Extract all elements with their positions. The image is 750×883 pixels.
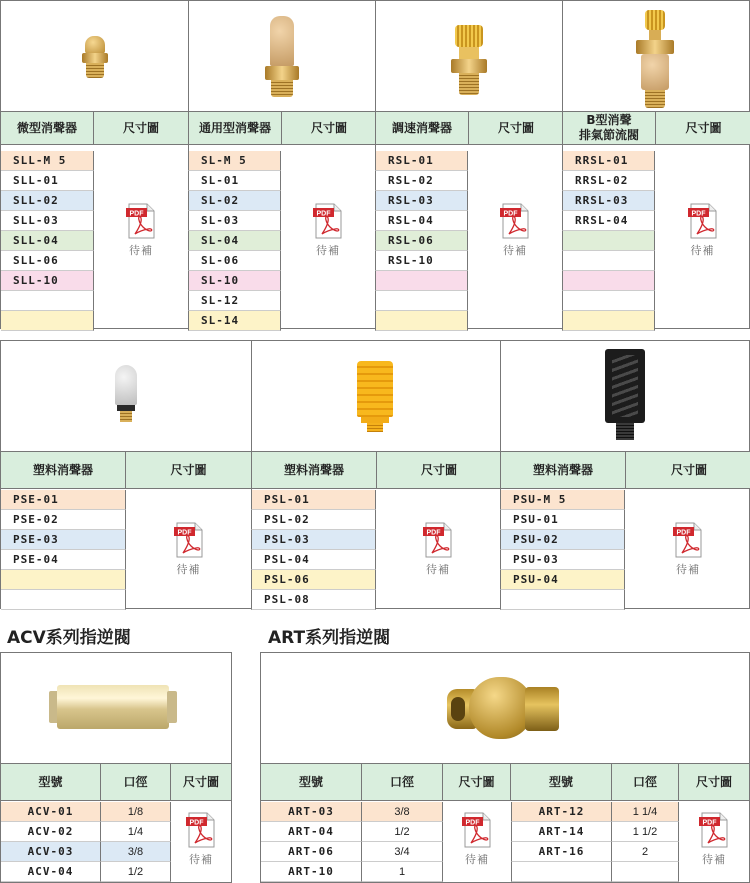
size-drawing-link[interactable] (126, 522, 251, 577)
pse-silencer-image (115, 365, 137, 423)
model-code-cell[interactable]: PSE-03 (1, 530, 126, 550)
pdf-file-icon[interactable] (186, 812, 216, 848)
model-code-cell[interactable]: SL-12 (188, 291, 281, 311)
model-code-cell[interactable]: SL-04 (188, 231, 281, 251)
series-name-header: 塑料消聲器 (252, 452, 377, 488)
series-name-header: 調速消聲器 (376, 112, 469, 144)
model-code-cell[interactable] (562, 231, 655, 251)
size-drawing-link[interactable] (281, 203, 375, 258)
pdf-file-icon[interactable] (423, 522, 453, 558)
acv-valve-image (49, 685, 177, 729)
model-code-cell[interactable]: PSL-04 (251, 550, 376, 570)
port-size-cell: 3/8 (101, 842, 171, 862)
pdf-label: PDF (316, 210, 331, 218)
model-code-cell[interactable]: SL-M 5 (188, 151, 281, 171)
port-size-cell: 3/8 (362, 802, 443, 822)
pending-text: 待補 (426, 563, 450, 576)
pdf-file-icon[interactable] (174, 522, 204, 558)
model-code-cell[interactable] (375, 291, 468, 311)
model-code-cell[interactable]: RSL-04 (375, 211, 468, 231)
size-drawing-header: 尺寸圖 (122, 120, 159, 135)
model-code-cell[interactable] (375, 271, 468, 291)
series-name-header: 塑料消聲器 (501, 452, 626, 488)
model-code-cell[interactable] (511, 862, 612, 882)
size-drawing-header: 尺寸圖 (310, 120, 347, 135)
model-code-cell[interactable]: RSL-01 (375, 151, 468, 171)
b-type-silencer-image (634, 10, 676, 110)
model-code-cell[interactable] (562, 311, 655, 331)
pending-text: 待補 (316, 244, 340, 257)
pdf-file-icon[interactable] (688, 203, 718, 239)
size-drawing-link[interactable] (679, 812, 749, 867)
model-code-cell[interactable]: ART-10 (261, 862, 362, 882)
model-code-cell[interactable]: PSL-03 (251, 530, 376, 550)
model-code-cell[interactable]: SLL-M 5 (1, 151, 94, 171)
general-silencer-image (265, 16, 299, 98)
port-header: 口徑 (612, 764, 679, 800)
model-code-cell[interactable]: RSL-03 (375, 191, 468, 211)
plastic-silencer-table (0, 340, 750, 609)
model-code-cell[interactable]: SLL-04 (1, 231, 94, 251)
pdf-file-icon[interactable] (313, 203, 343, 239)
pdf-file-icon[interactable] (699, 812, 729, 848)
port-size-cell: 1 1/4 (612, 802, 679, 822)
model-code-cell[interactable]: ACV-01 (1, 802, 101, 822)
model-header: 型號 (1, 764, 101, 800)
model-code-cell[interactable]: ART-16 (511, 842, 612, 862)
model-code-cell[interactable]: PSU-01 (500, 510, 625, 530)
speed-silencer-image (451, 25, 487, 97)
size-drawing-link[interactable] (625, 522, 750, 577)
art-table (260, 652, 750, 883)
model-code-cell[interactable] (1, 590, 126, 610)
size-drawing-link[interactable] (443, 812, 511, 867)
model-code-cell[interactable] (1, 291, 94, 311)
port-size-cell: 1 (362, 862, 443, 882)
model-code-cell[interactable] (375, 311, 468, 331)
pdf-label: PDF (129, 210, 144, 218)
acv-section-title: ACV系列指逆閥 (7, 628, 131, 648)
model-code-cell[interactable] (1, 570, 126, 590)
art-section-title: ART系列指逆閥 (268, 628, 391, 648)
port-header: 口徑 (101, 764, 171, 800)
series-name-header: 塑料消聲器 (1, 452, 126, 488)
model-code-cell[interactable]: SLL-06 (1, 251, 94, 271)
model-code-cell[interactable]: ART-04 (261, 822, 362, 842)
model-code-cell[interactable]: SLL-01 (1, 171, 94, 191)
model-code-cell[interactable] (1, 311, 94, 331)
pdf-file-icon[interactable] (673, 522, 703, 558)
art-valve-image (447, 673, 559, 743)
model-code-cell[interactable]: ART-12 (511, 802, 612, 822)
model-code-cell[interactable]: PSU-02 (500, 530, 625, 550)
pending-text: 待補 (676, 563, 700, 576)
pending-text: 待補 (465, 853, 489, 866)
pdf-file-icon[interactable] (126, 203, 156, 239)
size-drawing-header: 尺寸圖 (685, 120, 722, 135)
port-size-cell: 2 (612, 842, 679, 862)
port-size-cell: 1/2 (101, 862, 171, 882)
size-drawing-header: 尺寸圖 (443, 764, 511, 800)
size-drawing-header: 尺寸圖 (170, 462, 207, 477)
size-drawing-link[interactable] (376, 522, 500, 577)
model-code-cell[interactable] (500, 590, 625, 610)
port-size-cell: 1/8 (101, 802, 171, 822)
pending-text: 待補 (690, 244, 715, 257)
model-code-cell[interactable]: ACV-04 (1, 862, 101, 882)
series-name-header: 通用型消聲器 (189, 112, 282, 144)
port-size-cell: 1/2 (362, 822, 443, 842)
model-header: 型號 (511, 764, 612, 800)
model-code-cell[interactable]: PSE-02 (1, 510, 126, 530)
model-code-cell[interactable]: RRSL-02 (562, 171, 655, 191)
acv-table (0, 652, 232, 883)
model-code-cell[interactable]: PSU-04 (500, 570, 625, 590)
model-code-cell[interactable]: PSL-02 (251, 510, 376, 530)
port-size-cell: 1 1/2 (612, 822, 679, 842)
pdf-file-icon[interactable] (462, 812, 492, 848)
port-size-cell: 3/4 (362, 842, 443, 862)
model-code-cell[interactable] (562, 271, 655, 291)
top-silencer-table (0, 0, 750, 329)
size-drawing-header: 尺寸圖 (497, 120, 534, 135)
pending-text: 待補 (503, 244, 527, 257)
model-code-cell[interactable]: SL-06 (188, 251, 281, 271)
model-code-cell[interactable]: ART-14 (511, 822, 612, 842)
model-code-cell[interactable]: ART-03 (261, 802, 362, 822)
size-drawing-header: 尺寸圖 (182, 774, 219, 789)
pending-text: 待補 (702, 853, 726, 866)
size-drawing-header: 尺寸圖 (670, 462, 707, 477)
pdf-file-icon[interactable] (500, 203, 530, 239)
psl-silencer-image (357, 361, 393, 433)
port-size-cell: 1/4 (101, 822, 171, 842)
model-code-cell[interactable]: PSL-08 (251, 590, 376, 610)
model-code-cell[interactable]: RRSL-01 (562, 151, 655, 171)
model-code-cell[interactable]: RSL-06 (375, 231, 468, 251)
model-code-cell[interactable]: SL-14 (188, 311, 281, 331)
model-code-cell[interactable]: SL-02 (188, 191, 281, 211)
size-drawing-link[interactable] (171, 812, 231, 867)
model-code-cell[interactable]: SL-03 (188, 211, 281, 231)
series-name-header: B型消聲 排氣節流閥 (563, 112, 656, 144)
pdf-label: PDF (177, 529, 191, 537)
pdf-label: PDF (503, 210, 518, 218)
size-drawing-link[interactable] (655, 203, 750, 258)
model-code-cell[interactable]: SLL-10 (1, 271, 94, 291)
port-header: 口徑 (362, 764, 443, 800)
model-code-cell[interactable]: PSL-01 (251, 490, 376, 510)
pdf-label: PDF (702, 819, 717, 827)
model-code-cell[interactable]: RRSL-03 (562, 191, 655, 211)
model-code-cell[interactable]: ACV-02 (1, 822, 101, 842)
model-code-cell[interactable]: RSL-02 (375, 171, 468, 191)
model-code-cell[interactable] (562, 251, 655, 271)
model-code-cell[interactable]: PSE-04 (1, 550, 126, 570)
pdf-label: PDF (465, 819, 480, 827)
psu-silencer-image (605, 349, 645, 441)
model-code-cell[interactable]: SLL-02 (1, 191, 94, 211)
pending-text: 待補 (176, 563, 201, 576)
model-code-cell[interactable]: RSL-10 (375, 251, 468, 271)
model-code-cell[interactable]: SL-01 (188, 171, 281, 191)
model-code-cell[interactable]: PSU-M 5 (500, 490, 625, 510)
size-drawing-header: 尺寸圖 (695, 774, 732, 789)
model-code-cell[interactable]: PSE-01 (1, 490, 126, 510)
model-header: 型號 (261, 764, 362, 800)
micro-silencer-image (82, 36, 108, 80)
model-code-cell[interactable]: RRSL-04 (562, 211, 655, 231)
pdf-label: PDF (426, 529, 441, 537)
size-drawing-link[interactable] (468, 203, 562, 258)
pdf-label: PDF (189, 819, 204, 827)
model-code-cell[interactable]: SLL-03 (1, 211, 94, 231)
pending-text: 待補 (129, 244, 153, 257)
size-drawing-link[interactable] (94, 203, 188, 258)
pdf-label: PDF (691, 210, 705, 218)
size-drawing-header: 尺寸圖 (420, 462, 457, 477)
series-name-header: 微型消聲器 (1, 112, 94, 144)
model-code-cell[interactable]: PSL-06 (251, 570, 376, 590)
model-code-cell[interactable] (562, 291, 655, 311)
pending-text: 待補 (189, 853, 213, 866)
pdf-label: PDF (676, 529, 691, 537)
port-size-cell (612, 862, 679, 882)
model-code-cell[interactable]: PSU-03 (500, 550, 625, 570)
model-code-cell[interactable]: SL-10 (188, 271, 281, 291)
model-code-cell[interactable]: ART-06 (261, 842, 362, 862)
model-code-cell[interactable]: ACV-03 (1, 842, 101, 862)
